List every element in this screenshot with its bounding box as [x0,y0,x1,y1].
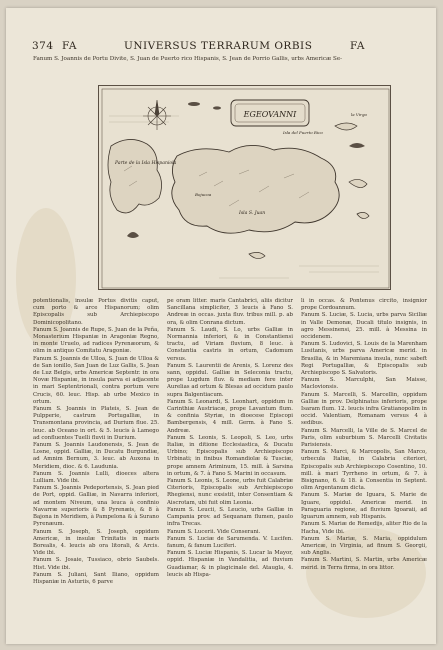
entry-first-line: Fanum S. Joannis de Portu Divite, S. Juan de Puerto rico Hispanis, S. Jean de Porrio Gallis, urbs Americæ Se- [33,56,343,62]
entry-paragraph: Fanum S. Joannis Laudonensis, S. Jean de Losne, oppid. Galliæ, in Ducatu Burgundiæ, ad Amnim Bernum, 3. leuc. ab Auxona in Meridiem, dioc. & 6. Laudunia. [33,442,159,470]
cartouche-title: EGEOVANNI [243,110,297,119]
entry-paragraph: Fanum S. Luciæ, S. Lucia, urbs parva Siciliæ in Valle Demonæ, Ducali titulo insignis, in agro Messinensi, 25. mill. à Messina in occidenem. [301,312,427,341]
entry-paragraph: Fanum S. Ludovici, S. Louis de la Marenham Lusitanis, urbs parva Americæ merid. in Brasilia, & in Maremiana insula, nunc sabeft Regi Portugalliæ, & Episcopalis sub Archiepiscopo S. Salvatoris. [301,341,427,377]
text-column-1 [33,298,159,618]
entry-paragraph: pe oram litter. maris Cantabrici, aliis dicitur Sancillana simpliciter, 3 leucis à Fano S. Andreæ in occas. juxta fluv. tribus mill. p. ab ora, & olim Conrana dictum. [167,298,293,326]
entry-paragraph: Fanum S. Joannis Lulli, dioeces altera Lulliam. Vide ibi. [33,470,159,485]
text-columns [33,298,427,618]
map-cartouche [231,100,309,126]
entry-paragraph: Fanum S. Luciæ Hispanis, S. Lucar la Mayor, oppid. Hispaniæ in Vandalitia, ad fluvium Guadiamar, & in plagicinale del. Ataugla, 4. leucis ab Hispa- [167,550,293,578]
entry-paragraph: Fanum S. Laurentii de Arenis, S. Lorenz des sann, oppidul. Galliæ in Seleconia tractu, prope Lugdum fluv. & mediam fere inter Aurelias ad ortum & Blesas ad occidum paulo supra Balgentiacum. [167,362,293,398]
entry-paragraph: Fanum S. Martini, S. Martin, urbs Americæ merid. in Terra firma, in ora littor. [301,557,427,571]
entry-paragraph: Fanum S. Leonis, S. Leopoli, S. Leo, urbs Italiæ, in ditione Ecclesiastica, & Ducatu Urbino; Episcopalis sub Archiepiscopo Urbinati; in finibus Romandiolæ & Tusciæ, prope amnem Ariminum, 15. mill. à Sarsina in ortum, & 7. à Fano S. Marini in occasum. [167,434,293,477]
running-head-right: FA [350,40,365,52]
entry-paragraph: Fanum S. Joseph, S. Joseph, oppidum Americæ, in insulæ Trinitatis in maris Borealis, 4. leucis ab ora litorali, & Arcis. Vide ibi. [33,528,159,557]
entry-paragraph: Fanum S. Lucerii. Vide Conserani. [167,528,261,535]
entry-paragraph: Fanum S. Mariæ, S. Maria, oppidulum Americæ, in Virginia, ad finum S. Georgii, sub Anglis. [301,535,427,557]
map-label-north-left: Isla del Puerto Rico [283,130,323,135]
map-label-island: Isla S. Juan [239,211,266,216]
entry-paragraph: potentionalis, insulæ Portus divitis caput, cum porto & arce Hispanorum; olim Episcopalis sub Archiepiscopo Dominicopolitano. [33,298,159,326]
entry-paragraph: Fanum S. Juliani, Sant Iliano, oppidum Hispaniæ in Asturiis, 6 parve [33,571,159,585]
entry-paragraph: Fanum S. Joannis de Rupe, S. Juan de la Peña, Monasterium Hispaniæ in Aragoniæ Regno, in monte Uruelo, ad radices Pyrenæorum, & olim in antiquo Comitatu Aragoniæ. [33,326,159,355]
map-illustration [99,86,392,291]
entry-paragraph: Fanum S. Joannis de Ulloa, S. Juan de Ulloa & de San ionillo, San Juan de Luz Gallis, S. Jean de Luz Belgis, urbs Americæ Septentr. in ora Novæ Hispaniæ, in insula parva ei adjacente in mari Septentrionali, contra portum vere Crucis, 60. leuc. Hisp. ab urbe Mexico in ortum. [33,355,159,405]
west-island [108,139,162,212]
page-title: UNIVERSUS TERRARUM ORBIS [124,40,313,52]
entry-paragraph: Fanum S. Leonardi, S. Leonhart, oppidum in Carinthiæ Austriacæ, prope Lavantum flum. & confinia Styriæ, in dioecese Episcopi Bambergensis, 4 mill. Germ. à Fano S. Andreæ. [167,398,293,434]
entry-paragraph: Fanum S. Mariæ de Remedijs, aliter Rio de la Hacha, Vide ibi. [301,521,427,535]
entry-paragraph: Fanum S. Marcelli, la Ville de S. Marcel de Paris, olim suburbium S. Marcelli Civitatis Parisiensis. [301,427,427,449]
map-label-west: Parte de la Isla Hispaniola [115,161,177,166]
map-label-north-right: la Virgo [351,112,367,117]
text-column-3 [301,298,427,618]
running-head-left: FA [62,40,77,52]
entry-paragraph: Fanum S. Marci, & Marcopolis, San Marco, urbecula Italiæ, in Calabria citeriori, Episcopalis sub Archiepiscopo Cosentino, 10. mill. à mari Tyrrheno in ortum, & 7. à Bisignano, 6. & 18. à Consentia in Septent. olim Argentanum dicta. [301,449,427,492]
entry-paragraph: li in occas. & Pontenus circito, insignior prope Cordoannum. [301,298,427,312]
entry-paragraph: Fanum S. Marculphi, San Maisse, Maclovionsis. [301,377,427,391]
entry-paragraph: Fanum S. Josaie, Tussiaco, obrio Saubels. Hist. Vide ibi. [33,557,159,571]
entry-paragraph: Fanum S. Joannis in Plateis, S. Jean de Pulpperie, castrum Portugalliæ, in Transmontana provincia, ad Durium flue. 25. leuc. ab Oceano in ort. & 5. leucis à Lamego ad confluentes Tuelli fluvii in Durium. [33,406,159,441]
entry-paragraph: Fanum S. Luciæ de Sarumenda. V. Lucifen. fanum, & fanum Luciferi. [167,535,293,549]
map-label-town: Bojucoa [195,192,212,197]
entry-paragraph: Fanum S. Laudi, S. Lo, urbs Galliæ in Normannia inferiori, & in Constantiensi tractu, ad Viriam fluvium, 8 leuc. à Constantia castris in ortum, Cadomum versus. [167,326,293,362]
text-column-2 [167,298,293,618]
compass-rose [143,100,171,130]
entry-paragraph: Fanum S. Leucii, S. Leucio, urbs Galliæ in Campania prov. ad Sequanam flumen, paulo infra Trecas. [167,506,293,528]
entry-paragraph: Fanum S. Leonis, S. Leone, urbs fuit Calabriæ Citerioris, Episcopalis sub Archiepiscopo Rhegiensi, nunc exsistit, inter Consentiam & Aiscrotam, ubi fuit olim Leonia. [167,478,293,506]
entry-paragraph: Fanum S. Mariæ de Iguara, S. Marie de Iguare, oppidul. Americæ merid. in Paraguaria regione, ad fluvium Igoaraii, ad Iguarum amnem, sub Hispanis. [301,492,427,521]
book-page [6,8,436,644]
entry-paragraph: Fanum S. Marcelli, S. Marcellin, oppidum Galliæ in prov. Delphinatus inferioris, prope Isaram flum. 12. leucis infra Gratianopolim in occid. Valentiam, Romanam versus 4 à sedibus. [301,391,427,427]
entry-paragraph: Fanum S. Joannis Pedeportensis, S. Jean pied de Port, oppid. Galliæ, in Navarra inferiori, ad montem Niveum, una leuca à confinio Navarræ superioris & 8 Pyrenæis, & 8 à Bajona in Meridiem, à Pampelona & à Surano Pyrenæum. [33,485,159,528]
engraved-map [98,85,391,290]
page-number: 374 [32,40,54,52]
main-island [172,145,339,233]
